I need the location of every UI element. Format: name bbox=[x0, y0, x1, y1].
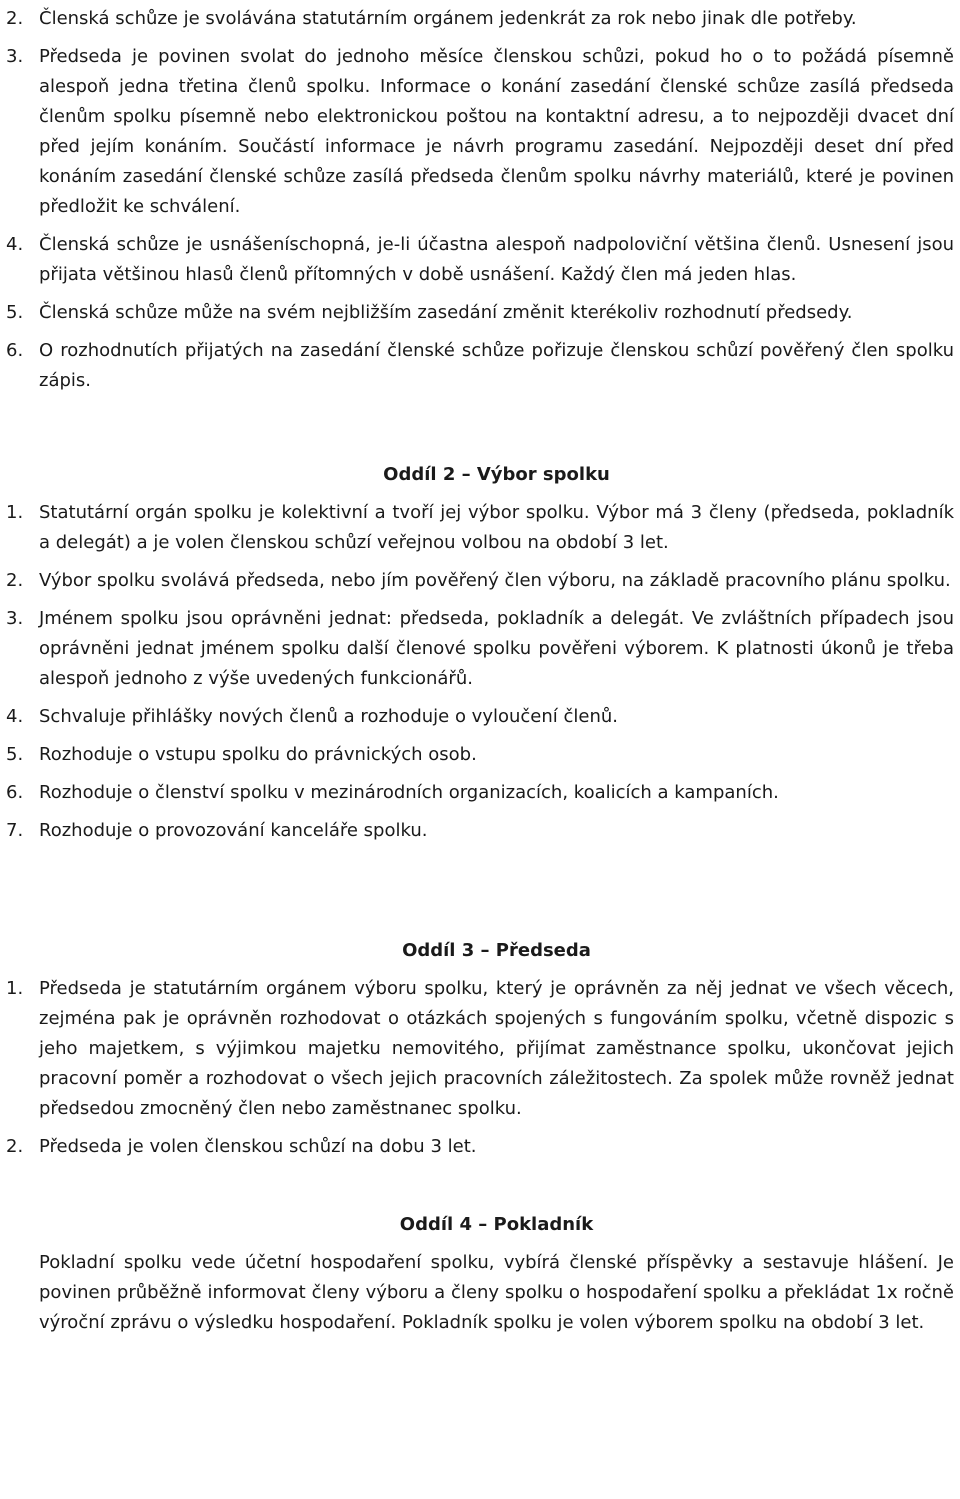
list-item bbox=[6, 298, 954, 328]
list-item bbox=[6, 604, 954, 694]
list-item bbox=[6, 1132, 954, 1162]
item-number: 2. bbox=[6, 570, 24, 591]
item-number: 3. bbox=[6, 608, 24, 629]
item-text: Rozhoduje o provozování kanceláře spolku. bbox=[39, 820, 428, 841]
item-text: Členská schůze je usnášeníschopná, je-li účastna alespoň nadpoloviční většina členů. Usnesení jsou přijata většinou hlasů členů přítomných v době usnášení. Každý člen má jeden hlas. bbox=[39, 234, 954, 285]
item-text: Výbor spolku svolává předseda, nebo jím pověřený člen výboru, na základě pracovního plánu spolku. bbox=[39, 570, 951, 591]
item-number: 1. bbox=[6, 978, 24, 999]
list-item bbox=[6, 42, 954, 222]
item-number: 4. bbox=[6, 234, 24, 255]
item-text: Jménem spolku jsou oprávněni jednat: předseda, pokladník a delegát. Ve zvláštních případech jsou oprávněni jednat jménem spolku další členové spolku pověřeni výborem. K platnosti úkonů je třeba alespoň jednoho z výše uvedených funkcionářů. bbox=[39, 608, 954, 689]
list-item bbox=[6, 740, 954, 770]
section2-list bbox=[6, 498, 954, 846]
item-number: 5. bbox=[6, 302, 24, 323]
item-text: O rozhodnutích přijatých na zasedání členské schůze pořizuje členskou schůzí pověřený člen spolku zápis. bbox=[39, 340, 954, 391]
list-item bbox=[6, 230, 954, 290]
section4-title: Oddíl 4 – Pokladník bbox=[399, 1214, 594, 1235]
section3-title: Oddíl 3 – Předseda bbox=[402, 940, 591, 961]
item-text: Předseda je statutárním orgánem výboru spolku, který je oprávněn za něj jednat ve všech věcech, zejména pak je oprávněn rozhodovat o otázkách spojených s fungováním spolku, včetně dispozic s jeho majetkem, s výjimkou majetku nemovitého, přijímat zaměstnance spolku, ukončovat jejich pracovní poměr a rozhodovat o všech jejich pracovních záležitostech. Za spolek může rovněž jednat předsedou zmocněný člen nebo zaměstnanec spolku. bbox=[39, 978, 954, 1119]
item-text: Rozhoduje o členství spolku v mezinárodních organizacích, koalicích a kampaních. bbox=[39, 782, 779, 803]
list-item bbox=[6, 498, 954, 558]
section3-list bbox=[6, 974, 954, 1162]
list-item bbox=[6, 566, 954, 596]
item-text: Předseda je volen členskou schůzí na dobu 3 let. bbox=[39, 1136, 477, 1157]
item-number: 5. bbox=[6, 744, 24, 765]
list-item bbox=[6, 702, 954, 732]
section1-list bbox=[6, 4, 954, 396]
list-item bbox=[6, 816, 954, 846]
section2-title: Oddíl 2 – Výbor spolku bbox=[383, 464, 610, 485]
item-text: Schvaluje přihlášky nových členů a rozhoduje o vyloučení členů. bbox=[39, 706, 619, 727]
list-item bbox=[6, 336, 954, 396]
item-number: 2. bbox=[6, 1136, 24, 1157]
item-text: Předseda je povinen svolat do jednoho měsíce členskou schůzi, pokud ho o to požádá písemně alespoň jedna třetina členů spolku. Informace o konání zasedání členské schůze zasílá předseda členům spolku písemně nebo elektronickou poštou na kontaktní adresu, a to nejpozději dvacet dní před jejím konáním. Součástí informace je návrh programu zasedání. Nejpozději deset dní před konáním zasedání členské schůze zasílá předseda členům spolku návrhy materiálů, které je povinen předložit ke schválení. bbox=[39, 46, 954, 217]
item-text: Členská schůze může na svém nejbližším zasedání změnit kterékoliv rozhodnutí předsedy. bbox=[39, 302, 853, 323]
item-number: 1. bbox=[6, 502, 24, 523]
list-item bbox=[6, 4, 954, 34]
item-number: 6. bbox=[6, 782, 24, 803]
item-number: 3. bbox=[6, 46, 24, 67]
item-number: 2. bbox=[6, 8, 24, 29]
list-item bbox=[6, 974, 954, 1124]
section4-paragraph: Pokladní spolku vede účetní hospodaření spolku, vybírá členské příspěvky a sestavuje hlášení. Je povinen průběžně informovat členy výboru a členy spolku o hospodaření spolku a překládat 1x ročně výroční zprávu o výsledku hospodaření. Pokladník spolku je volen výborem spolku na období 3 let. bbox=[39, 1252, 954, 1333]
list-item bbox=[6, 778, 954, 808]
item-text: Statutární orgán spolku je kolektivní a tvoří jej výbor spolku. Výbor má 3 členy (předseda, pokladník a delegát) a je volen členskou schůzí veřejnou volbou na období 3 let. bbox=[39, 502, 954, 553]
item-number: 7. bbox=[6, 820, 24, 841]
item-number: 6. bbox=[6, 340, 24, 361]
item-text: Členská schůze je svolávána statutárním orgánem jedenkrát za rok nebo jinak dle potřeby. bbox=[39, 8, 857, 29]
item-text: Rozhoduje o vstupu spolku do právnických osob. bbox=[39, 744, 477, 765]
item-number: 4. bbox=[6, 706, 24, 727]
